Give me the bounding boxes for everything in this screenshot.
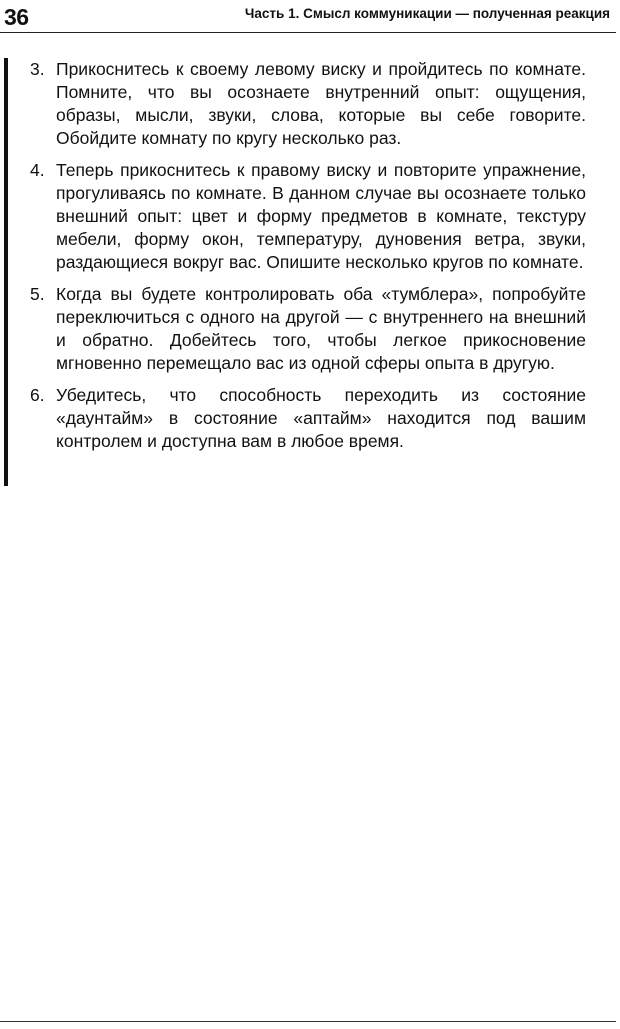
item-text: Когда вы будете контролировать оба «тумблера», попробуйте переключиться с одного на другой — с внутреннего на внешний и обратно. Добейтесь того, чтобы легкое прикосновение мгновенно перемещало вас из одной сферы опыта в другую. [56, 284, 586, 373]
item-number: 6. [30, 385, 45, 405]
list-item [30, 58, 586, 150]
list-item [30, 159, 586, 274]
page-number: 36 [4, 4, 29, 30]
list-item [30, 384, 586, 453]
item-text: Теперь прикоснитесь к правому виску и повторите упражнение, прогуливаясь по комнате. В данном случае вы осознаете только внешний опыт: цвет и форму предметов в комнате, текстуру мебели, форму окон, температуру, дуновения ветра, звуки, раздающиеся вокруг вас. Опишите несколько кругов по комнате. [56, 160, 586, 272]
item-text: Убедитесь, что способность переходить из состояние «даунтайм» в состояние «аптайм» находится под вашим контролем и доступна вам в любое время. [56, 385, 586, 451]
header-rule [0, 32, 616, 33]
item-text: Прикоснитесь к своему левому виску и пройдитесь по комнате. Помните, что вы осознаете внутренний опыт: ощущения, образы, мысли, звуки, слова, которые вы себе говорите. Обойдите комнату по кругу несколько раз. [56, 59, 586, 148]
item-number: 4. [30, 160, 45, 180]
footer-rule [0, 1021, 616, 1022]
exercise-list [30, 58, 586, 462]
item-number: 3. [30, 59, 45, 79]
item-number: 5. [30, 284, 45, 304]
running-header: Часть 1. Смысл коммуникации — полученная реакция [244, 6, 610, 21]
list-item [30, 283, 586, 375]
margin-bar [4, 58, 8, 486]
